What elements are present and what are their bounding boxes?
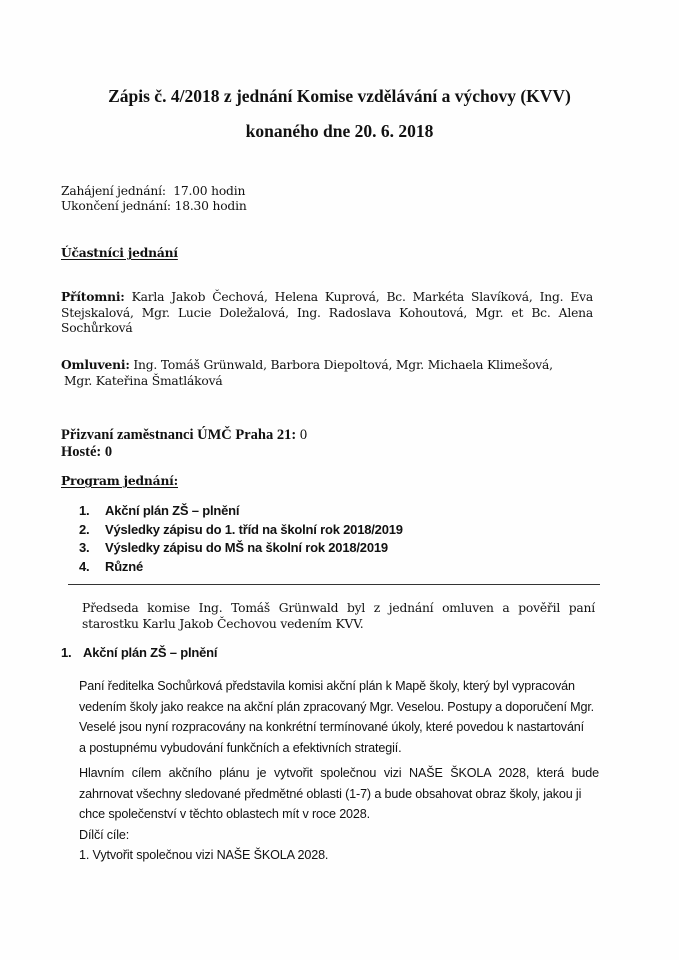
paragraph-line: Hlavním cílem akčního plánu je vytvořit společnou vizi NAŠE ŠKOLA 2028, která bude (79, 766, 599, 780)
subgoal-item: 1. Vytvořit společnou vizi NAŠE ŠKOLA 2028. (79, 848, 329, 862)
present-line-1-text: Karla Jakob Čechová, Helena Kuprová, Bc. Markéta Slavíková, Ing. Eva (131, 290, 593, 304)
present-line-1 (61, 289, 593, 306)
excused-line-1 (61, 357, 553, 374)
document-subtitle: konaného dne 20. 6. 2018 (245, 121, 434, 141)
guests: Hosté: 0 (61, 444, 113, 460)
invited-staff-value: 0 (299, 427, 308, 443)
paragraph-line: Paní ředitelka Sochůrková představila komisi akční plán k Mapě školy, který byl vypracován (79, 679, 575, 693)
section-1-paragraph-2 (79, 763, 599, 866)
present-label: Přítomni: (61, 289, 125, 304)
section-1-number: 1. (61, 645, 72, 660)
paragraph-line: chce společenství v těchto oblastech mít v roce 2028. (79, 807, 370, 821)
meeting-start-label: Zahájení jednání: (61, 184, 166, 198)
invited-staff (61, 427, 307, 444)
invited-staff-label: Přizvaní zaměstnanci ÚMČ Praha 21: (61, 427, 297, 443)
excused-line-1-text: Ing. Tomáš Grünwald, Barbora Diepoltová, Mgr. Michaela Klimešová, (133, 358, 553, 372)
program-item-label: Výsledky zápisu do MŠ na školní rok 2018/2019 (105, 540, 388, 555)
excused-block (61, 357, 553, 389)
meeting-end (61, 199, 247, 215)
paragraph-line: zahrnovat všechny sledované předmětné oblasti (1-7) a bude obsahovat obraz školy, jakou ji (79, 786, 582, 801)
program-heading: Program jednání: (61, 473, 178, 488)
document-title: Zápis č. 4/2018 z jednání Komise vzdělávání a výchovy (KVV) (108, 86, 571, 106)
program-list (79, 502, 403, 576)
chair-note-line-2: starostku Karlu Jakob Čechovou vedením KVV. (82, 616, 364, 631)
paragraph-line: vedením školy jako reakce na akční plán zpracovaný Mgr. Veselou. Postupy a doporučení Mgr. (79, 699, 595, 714)
program-item-label: Výsledky zápisu do 1. tříd na školní rok 2018/2019 (105, 521, 403, 537)
excused-label: Omluveni: (61, 357, 130, 372)
horizontal-divider (68, 584, 600, 585)
subgoals-label: Dílčí cíle: (79, 827, 130, 842)
meeting-start (61, 184, 245, 200)
present-line-3: Sochůrková (61, 321, 133, 335)
section-1-title: Akční plán ZŠ – plnění (83, 645, 218, 660)
paragraph-line: Veselé jsou nyní rozpracovány na konkrétní termínované úkoly, které povedou k nastartování (79, 720, 585, 734)
program-item: 4. Různé (79, 558, 144, 574)
excused-line-2: Mgr. Kateřina Šmatláková (64, 373, 223, 388)
participants-heading: Účastníci jednání (61, 245, 178, 260)
present-block (61, 289, 593, 337)
present-line-2: Stejskalová, Mgr. Lucie Doležalová, Ing. Radoslava Kohoutová, Mgr. et Bc. Alena (61, 305, 593, 320)
chair-note-line-1: Předseda komise Ing. Tomáš Grünwald byl z jednání omluven a pověřil paní (82, 601, 595, 615)
meeting-end-value: 18.30 hodin (174, 199, 247, 213)
program-item-label: Různé (105, 558, 144, 574)
program-item: 3. Výsledky zápisu do MŠ na školní rok 2018/2019 (79, 540, 388, 555)
meeting-start-value: 17.00 hodin (173, 184, 246, 198)
program-item-label: Akční plán ZŠ – plnění (105, 503, 240, 518)
section-1-paragraph-1 (79, 676, 599, 758)
chair-note (82, 601, 595, 632)
paragraph-line: a postupnému vybudování funkčních a efektivních strategií. (79, 740, 402, 755)
section-1-heading (61, 645, 217, 660)
program-item: 1. Akční plán ZŠ – plnění (79, 503, 240, 518)
program-item: 2. Výsledky zápisu do 1. tříd na školní rok 2018/2019 (79, 521, 403, 537)
meeting-end-label: Ukončení jednání: (61, 199, 171, 213)
